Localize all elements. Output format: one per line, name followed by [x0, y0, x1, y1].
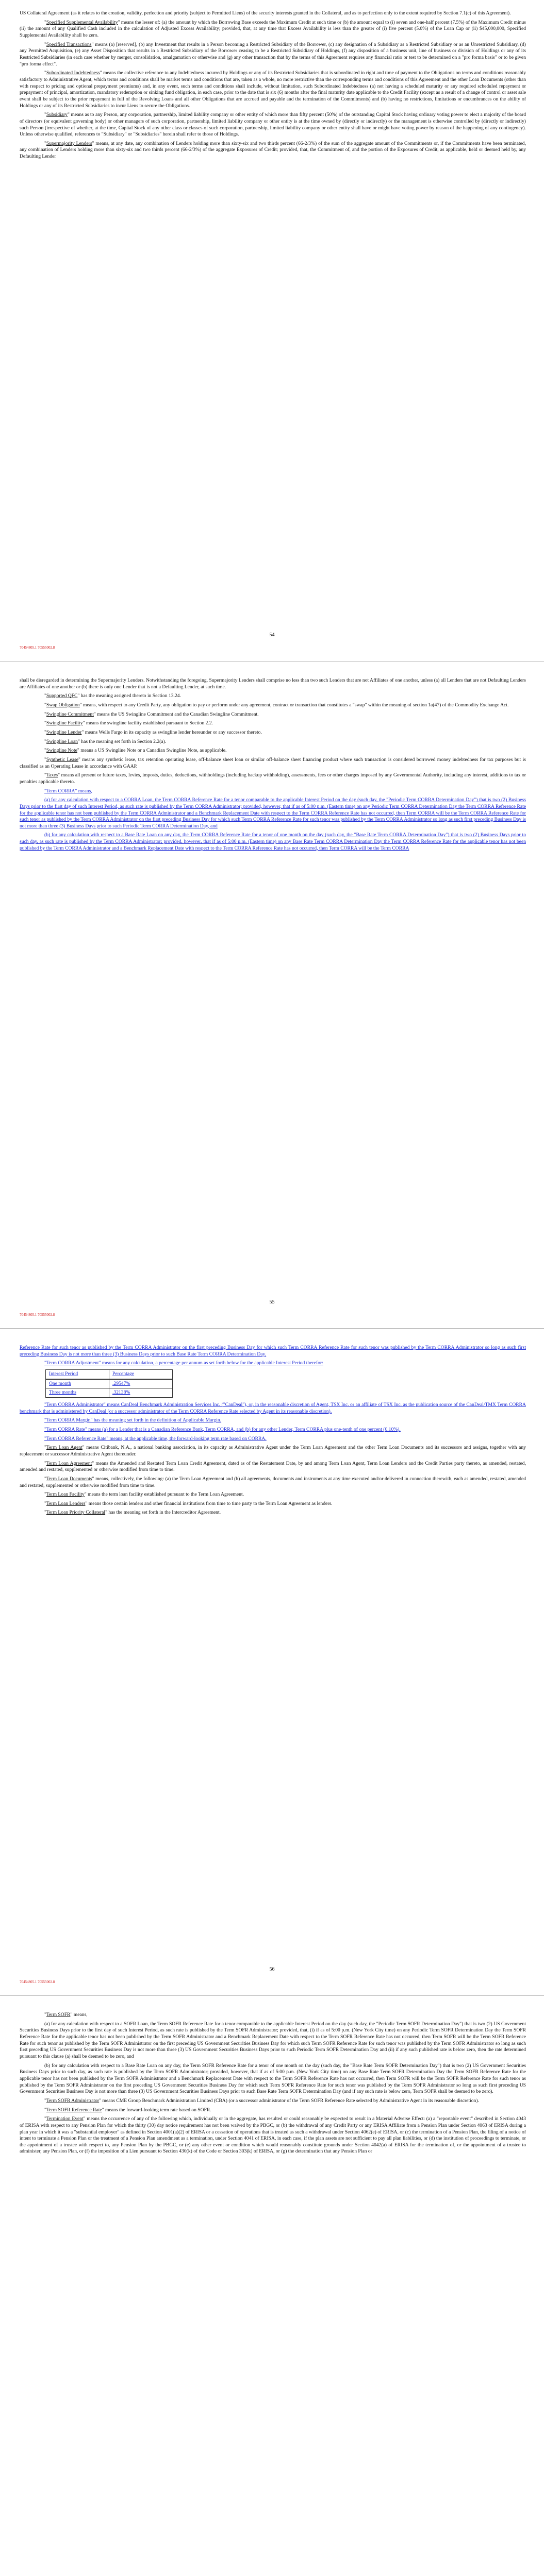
definition-term-loan-agent: "Term Loan Agent" means Citibank, N.A., a national banking association, in its capacity as Administrative Agent under the Term Loan Agreement and the other Term Loan Documents and its successors and assigns, together with any replacement or successor Administrative Agent thereunder. [20, 1445, 526, 1457]
definition-term-loan-lenders: "Term Loan Lenders" means those certain lenders and other financial institutions from time to time party to the Term Loan Agreement as lenders. [44, 1500, 333, 1506]
document-footer-id: 70454805.1 70555002.8 [20, 1980, 55, 1984]
document-footer-id: 70454805.1 70555002.8 [20, 1313, 55, 1317]
paragraph: US Collateral Agreement (as it relates to the creation, validity, perfection and priority (subject to Permitted Liens) of the security interests granted in the Collateral, and as to perfection only to the extent required by Section 7.1(c) of this Agreement). [20, 10, 511, 16]
page-number: 56 [269, 1967, 275, 1972]
definition-specified-supplemental-availability: "Specified Supplemental Availability" means the lesser of: (a) the amount by which the Borrowing Base exceeds the Maximum Credit at such time or (b) the amount equal to (i) seven and one-half percent (7.5%) of the Maximum Credit minus (ii) the amount of any Qualified Cash included in the calculation of Adjusted Excess Availability; provided, that, at any time that Excess Availability is less than the greater of (i) five percent (5.0%) of the Loan Cap or (ii) $45,000,000, Specified Supplemental Availability shall be zero. [20, 19, 526, 38]
term-corra-adjustment-table [45, 1369, 173, 1398]
term-sofr-clause-a: (a) for any calculation with respect to a SOFR Loan, the Term SOFR Reference Rate for a tenor comparable to the applicable Interest Period on the day (such day, the "Periodic Term SOFR Determination Day") that is two (2) US Government Securities Business Days prior to the first day of such Interest Period, as such rate is published by the Term SOFR Administrator; provided, that, (i) if as of 5:00 p.m. (New York City time) on any Periodic Term SOFR Determination Day the Term SOFR Reference Rate for the applicable tenor has not been published by the Term SOFR Administrator and a Benchmark Replacement Date with respect to the Term SOFR Reference Rate has not occurred, then Term SOFR will be the Term SOFR Reference Rate for such tenor as published by the Term SOFR Administrator on the first preceding US Government Securities Business Day for which such Term SOFR Reference Rate for such tenor was published by the Term SOFR Administrator so long as such first preceding US Government Securities Business Day is not more than three (3) US Government Securities Business Days prior to such Periodic Term SOFR Determination Day and (ii) if any such published rate is below zero, then the rate determined pursuant to this clause (a) shall be deemed to be zero, and [20, 2021, 526, 2059]
definition-term-sofr-reference-rate: "Term SOFR Reference Rate" means the forward-looking term rate based on SOFR. [44, 2107, 211, 2113]
table-cell-percentage: .29547% [109, 1379, 173, 1388]
definition-term-corra-administrator: "Term CORRA Administrator" means CanDeal Benchmark Administration Services Inc. ("CanDeal"), or, in the reasonable discretion of Agent, TSX Inc. or an affiliate of TSX Inc. as the publication source of the CanDeal/TMX Term CORRA benchmark that is administered by CanDeal (or a successor administrator of the Term CORRA Reference Rate selected by Agent in its reasonable discretion). [20, 1401, 526, 1414]
definition-term-loan-priority-collateral: "Term Loan Priority Collateral" has the meaning set forth in the Intercreditor Agreement. [44, 1510, 221, 1516]
term-corra-clause-b-continued: Reference Rate for such tenor as published by the Term CORRA Administrator on the first preceding Business Day for which such Term CORRA Reference Rate for such tenor was published by the Term CORRA Administrator so long as such first preceding Business Day is not more than three (3) Business Days prior to such Base Rate Term CORRA Determination Day. [20, 1345, 526, 1357]
definition-taxes: "Taxes" means all present or future taxes, levies, imposts, duties, deductions, withholdings (including backup withholding), assessments, fees or other charges imposed by any Governmental Authority, including any interest, additions to tax or penalties applicable thereto. [20, 772, 526, 785]
definition-subsidiary: "Subsidiary" means as to any Person, any corporation, partnership, limited liability company or other entity of which more than fifty percent (50%) of the outstanding Capital Stock having ordinary voting power to elect a majority of the board of directors (or equivalent governing body) or other managers of such corporation, partnership, limited liability company or other entity is at the time owned by (directly or indirectly) or the management is otherwise controlled by (directly or indirectly) such Person (irrespective of whether, at the time, Capital Stock of any other class or classes of such corporation, partnership, limited liability company or other entity shall have or might have voting power by reason of the happening of any contingency). Unless otherwise qualified, references to "Subsidiary" or "Subsidiaries" herein shall refer to those of Holdings. [20, 112, 526, 138]
definition-swingline-note: "Swingline Note" means a US Swingline Note or a Canadian Swingline Note, as applicable. [44, 748, 227, 754]
definition-swingline-lender: "Swingline Lender" means Wells Fargo in its capacity as swingline lender hereunder or any successor thereto. [44, 729, 262, 735]
definition-term-loan-facility: "Term Loan Facility" means the term loan facility established pursuant to the Term Loan Agreement. [44, 1492, 244, 1498]
definition-term-loan-agreement: "Term Loan Agreement" means the Amended and Restated Term Loan Credit Agreement, dated as of the Restatement Date, by and among Term Loan Agent, Term Loan Lenders and the Credit Parties party thereto, as amended, restated, amended and restated, supplemented or otherwise modified from time to time. [20, 1460, 526, 1473]
paragraph: shall be disregarded in determining the Supermajority Lenders. Notwithstanding the foregoing, Supermajority Lenders shall comprise no less than two such Lenders that are not Affiliates of one another, unless (a) all Lenders that are not Defaulting Lenders are Affiliates of one another or (b) there is only one Lender that is not a Defaulting Lender, at such time. [20, 677, 526, 690]
definition-swingline-commitment: "Swingline Commitment" means the US Swingline Commitment and the Canadian Swingline Commitment. [44, 711, 259, 717]
definition-term-sofr-administrator: "Term SOFR Administrator" means CME Group Benchmark Administration Limited (CBA) (or a successor administrator of the Term SOFR Reference Rate selected by Administrative Agent in its reasonable discretion). [44, 2097, 479, 2104]
table-cell-period: One month [46, 1379, 109, 1388]
definition-term-corra: "Term CORRA" means, [44, 788, 92, 794]
definition-subordinated-indebtedness: "Subordinated Indebtedness" means the collective reference to any Indebtedness incurred by Holdings or any of its Restricted Subsidiaries that is subordinated in right and time of payment to the Obligations on terms and conditions reasonably satisfactory to Administrative Agent, which terms and conditions shall be market terms and conditions that are, taken as a whole, no more restrictive than the corresponding terms and conditions of this Agreement and the other Loan Documents (other than with respect to pricing and optional prepayment premiums) and, in any event, such terms and conditions shall include, without limitation, such Subordinated Indebtedness (a) not having a scheduled maturity or any required scheduled repayment or prepayment of principal, amortization, mandatory redemption or sinking fund obligation, in each case, prior to the date that is six (6) months after the final maturity date applicable to the Credit Facility (except as a result of a change of control or asset sale event shall be subject to the prior repayment in full of the Revolving Loans and all other Obligations that are accrued and payable and the termination of the Commitments) and (b) having no restrictions, limitations or encumbrances on the ability of Holdings or any of its Restricted Subsidiaries to incur Liens to secure the Obligations. [20, 70, 526, 109]
table-header-percentage: Percentage [109, 1369, 173, 1379]
definition-term-corra-reference-rate: "Term CORRA Reference Rate" means, at the applicable time, the forward-looking term rate based on CORRA. [44, 1435, 267, 1442]
term-sofr-clause-b: (b) for any calculation with respect to a Base Rate Loan on any day, the Term SOFR Reference Rate for a tenor of one month on the day (such day, the "Base Rate Term SOFR Determination Day") that is two (2) US Government Securities Business Days prior to such day, as such rate is published by the Term SOFR Administrator; provided, however, that if as of 5:00 p.m. (New York City time) on any Base Rate Term SOFR Determination Day the Term SOFR Reference Rate for the applicable tenor has not been published by the Term SOFR Administrator and a Benchmark Replacement Date with respect to the Term SOFR Reference Rate has not occurred, then Term SOFR will be the Term SOFR Reference Rate for such tenor as published by the Term SOFR Administrator on the first preceding US Government Securities Business Day for which such Term SOFR Reference Rate for such tenor was published by the Term SOFR Administrator so long as such first preceding US Government Securities Business Day is not more than three (3) US Government Securities Business Days prior to such Base Rate Term SOFR Determination Day (and if any such rate is below zero, Term SOFR shall be deemed to be zero). [20, 2062, 526, 2095]
definition-term-sofr: "Term SOFR" means, [44, 2012, 88, 2018]
term-corra-clause-a: (a) for any calculation with respect to a CORRA Loan, the Term CORRA Reference Rate for a tenor comparable to the applicable Interest Period on the day (such day, the "Periodic Term CORRA Determination Day") that is two (2) Business Days prior to the first day of such Interest Period, as such rate is published by the Term CORRA Administrator; provided, however, that if as of 5:00 p.m. (Eastern time) on any Periodic Term CORRA Determination Day the Term CORRA Reference Rate for the applicable tenor has not been published by the Term CORRA Administrator and a Benchmark Replacement Date with respect to the Term CORRA Reference Rate has not occurred, then Term CORRA will be the Term CORRA Reference Rate for such tenor as published by the Term CORRA Administrator on the first preceding Business Day for which such Term CORRA Reference Rate for such tenor was published by the Term CORRA Administrator so long as such first preceding Business Day is not more than three (3) Business Days prior to such Periodic Term CORRA Determination Day, and [20, 797, 526, 829]
page-separator [0, 1995, 544, 1996]
table-header-interest-period: Interest Period [46, 1369, 109, 1379]
definition-term-corra-adjustment: "Term CORRA Adjustment" means for any calculation, a percentage per annum as set forth below for the applicable Interest Period therefor: [44, 1360, 323, 1366]
definition-term-corra-rate: "Term CORRA Rate" means (a) for a Lender that is a Canadian Reference Bank, Term CORRA, and (b) for any other Lender, Term CORRA plus one-tenth of one percent (0.10%). [44, 1426, 401, 1432]
document-footer-id: 70454805.1 70555002.8 [20, 646, 55, 650]
table-row [46, 1388, 173, 1398]
definition-supported-qfc: "Supported QFC" has the meaning assigned thereto in Section 13.24. [44, 693, 181, 699]
page-separator [0, 1328, 544, 1329]
definition-supermajority-lenders: "Supermajority Lenders" means, at any date, any combination of Lenders holding more than sixty-six and two thirds percent (66-2/3%) of the sum of the aggregate amount of the Commitments or, if the Commitments have been terminated, any combination of Lenders holding more than sixty-six and two thirds percent (66-2/3%) of the aggregate Exposures of Credit; provided, that, the Commitment of, and the portion of the Exposures of Credit, as applicable, held or deemed held by, any Defaulting Lender [20, 140, 526, 160]
table-cell-period: Three months [46, 1388, 109, 1398]
definition-swingline-loan: "Swingline Loan" has the meaning set forth in Section 2.2(a). [44, 738, 167, 744]
definition-specified-transactions: "Specified Transactions" means (a) [reserved], (b) any Investment that results in a Person becoming a Restricted Subsidiary of the Borrower, (c) any designation of a Subsidiary as a Restricted Subsidiary or as an Unrestricted Subsidiary, (d) any Permitted Acquisition, (e) any Asset Disposition that results in a Restricted Subsidiary of the Borrower ceasing to be a Restricted Subsidiary of Holdings, (f) any disposition of a business unit, line of business or division of Holdings or any of its Restricted Subsidiaries (in each case whether by merger, consolidation, amalgamation or otherwise and (g) any other transaction that by the terms of this Agreement requires any financial ratio or test to be determined on a "pro forma basis" or to be given "pro forma effect". [20, 41, 526, 67]
page-separator [0, 661, 544, 662]
definition-synthetic-lease: "Synthetic Lease" means any synthetic lease, tax retention operating lease, off-balance sheet loan or similar off-balance sheet financing product where such transaction is considered borrowed money indebtedness for tax purposes but is classified as an Operating Lease in accordance with GAAP. [20, 756, 526, 769]
definition-swap-obligation: "Swap Obligation" means, with respect to any Credit Party, any obligation to pay or perform under any agreement, contract or transaction that constitutes a "swap" within the meaning of section 1a(47) of the Commodity Exchange Act. [44, 702, 509, 708]
term-corra-clause-b: (b) for any calculation with respect to a Base Rate Loan on any day, the Term CORRA Reference Rate for a tenor of one month on the day (such day, the "Base Rate Term CORRA Determination Day") that is two (2) Business Days prior to such day, as such rate is published by the Term CORRA Administrator; provided, however, that if as of 5:00 p.m. (Eastern time) on any Base Rate Term CORRA Determination Day the Term CORRA Reference Rate for the applicable tenor has not been published by the Term CORRA Administrator and a Benchmark Replacement Date with respect to the Term CORRA Reference Rate has not occurred, then Term CORRA will be the Term CORRA [20, 832, 526, 851]
page-number: 55 [269, 1299, 275, 1305]
table-cell-percentage: .32138% [109, 1388, 173, 1398]
definition-term-corra-margin: "Term CORRA Margin" has the meaning set forth in the definition of Applicable Margin. [44, 1417, 222, 1423]
definition-termination-event: "Termination Event" means the occurrence of any of the following which, individually or in the aggregate, has resulted or could reasonably be expected to result in a Material Adverse Effect: (a) a "reportable event" described in Section 4043 of ERISA with respect to any Pension Plan for which the thirty (30) day notice requirement has not been waived by the PBGC, or (b) the withdrawal of any Credit Party or any ERISA Affiliate from a Pension Plan under Section 4063 of ERISA during a plan year in which it was a "substantial employer" as defined in Section 4001(a)(2) of ERISA or a cessation of operations that is treated as such a withdrawal under Section 4062(e) of ERISA, or (c) the termination of a Pension Plan, the filing of a notice of intent to terminate a Pension Plan or the treatment of a Pension Plan amendment as a termination, under Section 4041 of ERISA, in each case, if the plan assets are not sufficient to pay all plan liabilities, or (d) the institution of proceedings to terminate, or the appointment of a trustee with respect to, any Pension Plan by the PBGC, or (e) any other event or condition which would reasonably constitute grounds under Section 4042(a) of ERISA for the termination of, or the appointment of a trustee to administer, any Pension Plan, or (f) the imposition of a Lien pursuant to Section 430(k) of the Code or Section 303(k) of ERISA, or (g) the determination that any Pension Plan or [20, 2116, 526, 2155]
definition-swingline-facility: "Swingline Facility" means the swingline facility established pursuant to Section 2.2. [44, 720, 213, 726]
page-number: 54 [269, 632, 275, 638]
definition-term-loan-documents: "Term Loan Documents" means, collectively, the following: (a) the Term Loan Agreement and (b) all agreements, documents and instruments at any time executed and/or delivered in connection therewith, each as amended, restated, amended and restated, supplemented or otherwise modified from time to time. [20, 1476, 526, 1488]
table-row [46, 1379, 173, 1388]
